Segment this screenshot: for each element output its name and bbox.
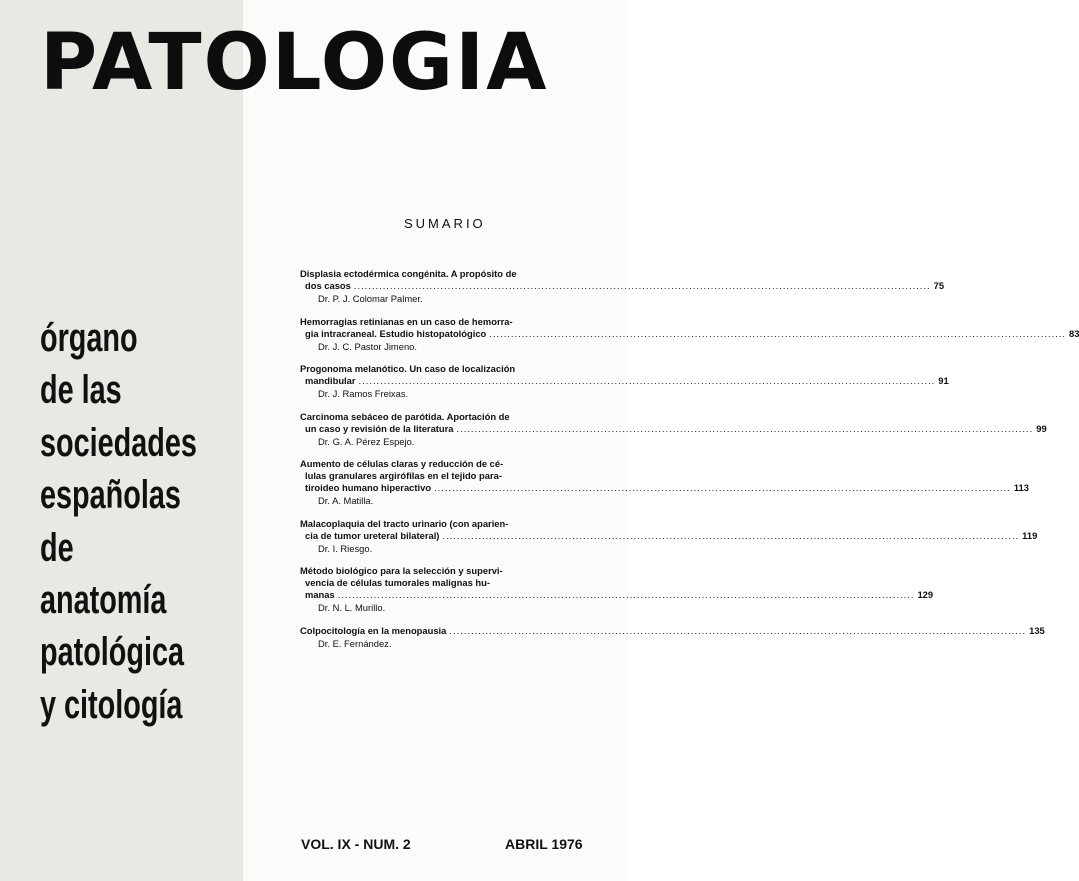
- issue-date: ABRIL 1976: [505, 836, 583, 852]
- subtitle-line: patológica: [40, 630, 185, 675]
- toc-entry-title: Carcinoma sebáceo de parótida. Aportación de: [300, 410, 510, 422]
- toc-entry[interactable]: [300, 624, 1045, 650]
- subtitle-line: órgano: [40, 316, 138, 360]
- toc-entry-title: lulas granulares argirófilas en el tejido para-: [305, 470, 502, 481]
- dot-leader: ................................................................................................................................................................: [353, 280, 931, 291]
- dot-leader: ................................................................................................................................................................: [434, 482, 1011, 493]
- toc-entry-title: gia intracraneal. Estudio histopatológico: [305, 327, 487, 339]
- toc-entry-author: Dr. E. Fernández.: [318, 637, 392, 649]
- toc-entry-title: manas: [305, 589, 335, 600]
- table-of-contents: [300, 268, 1079, 660]
- dot-leader: ................................................................................................................................................................: [449, 624, 1027, 636]
- toc-entry[interactable]: [300, 458, 1029, 507]
- toc-page-number: 75: [933, 280, 945, 291]
- dot-leader: ................................................................................................................................................................: [337, 589, 915, 600]
- toc-page-number: 83: [1069, 327, 1079, 339]
- toc-entry-author: Dr. P. J. Colomar Palmer.: [318, 293, 423, 304]
- toc-entry-title: Colpocitología en la menopausia: [300, 624, 447, 636]
- toc-entry-author: Dr. A. Matilla.: [318, 495, 374, 506]
- toc-entry-title: Malacoplaquia del tracto urinario (con aparien-: [300, 517, 509, 529]
- dot-leader: ................................................................................................................................................................: [456, 422, 1034, 434]
- subtitle-line: de las: [40, 368, 122, 413]
- subtitle-line: españolas: [40, 473, 181, 518]
- toc-entry[interactable]: [300, 565, 934, 614]
- dot-leader: ................................................................................................................................................................: [358, 375, 936, 386]
- toc-entry-title: Displasia ectodérmica congénita. A propósito de: [300, 268, 517, 279]
- sumario-heading: SUMARIO: [404, 216, 486, 231]
- toc-page-number: 129: [917, 589, 934, 600]
- subtitle-line: anatomía: [40, 578, 167, 623]
- dot-leader: ................................................................................................................................................................: [442, 529, 1020, 541]
- volume-number: VOL. IX - NUM. 2: [301, 836, 411, 852]
- toc-entry[interactable]: [300, 517, 1038, 555]
- toc-entry-author: Dr. I. Riesgo.: [318, 542, 373, 554]
- journal-title: PATOLOGIA: [40, 18, 549, 108]
- toc-entry[interactable]: [300, 268, 945, 305]
- toc-entry-title: mandibular: [305, 375, 356, 386]
- subtitle-line: sociedades: [40, 420, 197, 465]
- journal-subtitle: [40, 312, 197, 731]
- toc-entry-author: Dr. N. L. Murillo.: [318, 602, 386, 613]
- toc-entry-author: Dr. J. C. Pastor Jimeno.: [318, 340, 417, 352]
- toc-entry[interactable]: [300, 315, 1079, 353]
- toc-entry-title: Método biológico para la selección y supervi-: [300, 565, 503, 576]
- toc-entry[interactable]: [300, 410, 1047, 448]
- toc-entry-title: vencia de células tumorales malignas hu-: [305, 577, 490, 588]
- toc-page-number: 113: [1013, 482, 1029, 493]
- toc-page-number: 99: [1036, 422, 1047, 434]
- toc-page-number: 135: [1029, 624, 1045, 636]
- toc-entry-title: dos casos: [305, 280, 351, 291]
- dot-leader: ................................................................................................................................................................: [489, 327, 1067, 339]
- toc-entry-title: un caso y revisión de la literatura: [305, 422, 454, 434]
- toc-entry-title: Aumento de células claras y reducción de cé-: [300, 458, 504, 469]
- toc-entry-author: Dr. G. A. Pérez Espejo.: [318, 435, 415, 447]
- toc-entry-title: Progonoma melanótico. Un caso de localización: [300, 363, 516, 374]
- toc-entry-author: Dr. J. Ramos Freixas.: [318, 388, 409, 399]
- subtitle-line: y citología: [40, 682, 183, 727]
- toc-entry-title: cia de tumor ureteral bilateral): [305, 529, 440, 541]
- toc-page-number: 91: [938, 375, 949, 386]
- toc-entry-title: tiroideo humano hiperactivo: [305, 482, 432, 493]
- toc-page-number: 119: [1022, 529, 1038, 541]
- toc-entry-title: Hemorragias retinianas en un caso de hemorra-: [300, 315, 513, 327]
- toc-entry[interactable]: [300, 363, 949, 400]
- subtitle-line: de: [40, 525, 74, 570]
